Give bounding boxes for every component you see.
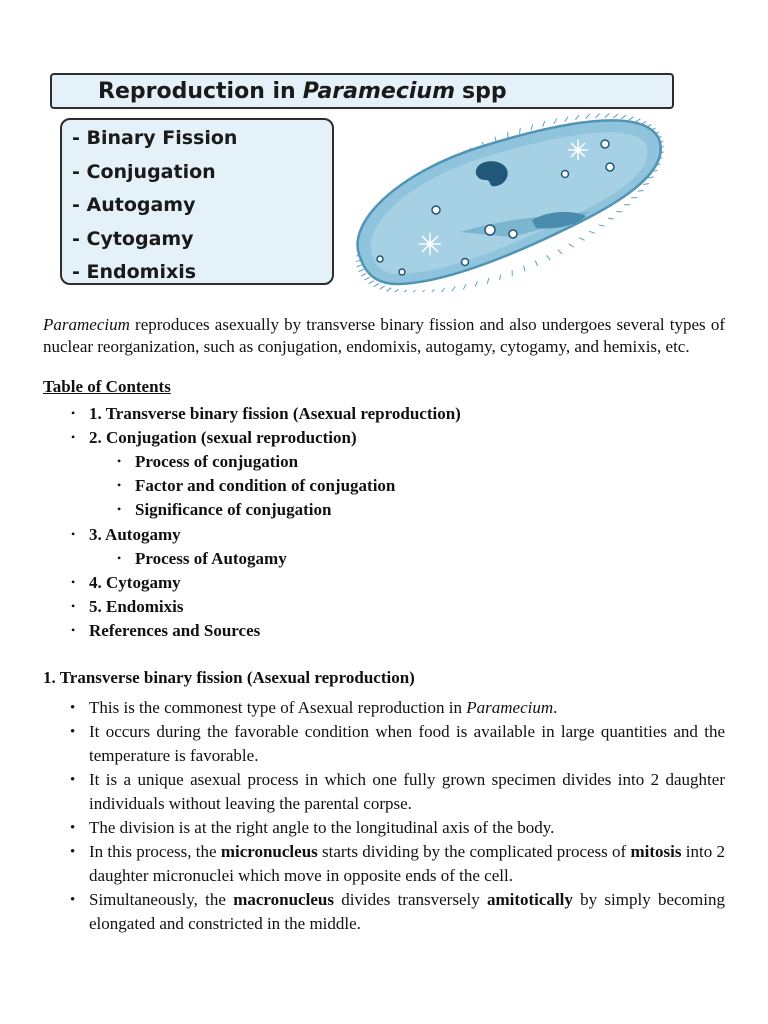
bullet-item: • It occurs during the favorable condition when food is available in large quantities and the temperature is favorable. xyxy=(89,720,725,768)
bullet-text: Simultaneously, the xyxy=(89,890,234,909)
cilium xyxy=(475,281,477,287)
cilium xyxy=(452,286,455,291)
paramecium-illustration xyxy=(340,112,670,292)
cilium xyxy=(500,274,501,280)
toc-link[interactable]: • 2. Conjugation (sexual reproduction) xyxy=(89,428,357,448)
method-item: - Conjugation xyxy=(72,160,216,183)
cilium xyxy=(487,278,489,284)
cilium xyxy=(394,289,399,292)
toc-sublink[interactable]: • Process of conjugation xyxy=(135,452,298,472)
cilium xyxy=(380,286,385,289)
cilium xyxy=(554,119,557,124)
toc-link[interactable]: • 1. Transverse binary fission (Asexual reproduction) xyxy=(89,404,461,424)
cilium xyxy=(629,117,634,120)
toc-sublink[interactable]: • Significance of conjugation xyxy=(135,500,331,520)
cilium xyxy=(643,184,649,185)
methods-list xyxy=(60,118,334,285)
contractile-vacuole-icon xyxy=(419,233,441,255)
cilium xyxy=(595,114,599,118)
cilium xyxy=(579,238,584,241)
bullet-bold: macronucleus xyxy=(233,890,334,909)
cilium xyxy=(463,284,466,289)
toc-sublink[interactable]: • Factor and condition of conjugation xyxy=(135,476,395,496)
banner-text-italic: Paramecium xyxy=(302,78,456,104)
cilium xyxy=(565,117,568,122)
bullet-item xyxy=(89,888,725,936)
cilium xyxy=(621,115,626,119)
cilium xyxy=(402,290,407,292)
bullet-item xyxy=(89,840,725,888)
cilium xyxy=(430,289,434,292)
method-item: - Endomixis xyxy=(72,261,197,284)
section-heading: 1. Transverse binary fission (Asexual reproduction) xyxy=(43,668,415,687)
cilium xyxy=(599,225,605,226)
bullet-bold: amitotically xyxy=(486,890,573,909)
method-item: - Autogamy xyxy=(72,194,196,217)
cilium xyxy=(613,114,618,118)
cilium xyxy=(364,277,369,280)
method-item: - Binary Fission xyxy=(72,127,238,149)
bullet-text: into 2 daughter micronuclei which move in opposite ends of the cell. xyxy=(89,842,725,885)
title-banner xyxy=(50,73,674,109)
cilium xyxy=(411,290,415,292)
cilium xyxy=(605,114,609,118)
toc-link[interactable]: • References and Sources xyxy=(89,621,260,641)
cilium xyxy=(547,255,550,260)
cilium xyxy=(535,261,537,266)
cilium xyxy=(374,284,379,287)
cilium xyxy=(531,124,533,130)
toc-link[interactable]: • 3. Autogamy xyxy=(89,525,181,545)
cilium xyxy=(569,244,574,247)
bullet-text: This is the commonest type of Asexual reproduction in xyxy=(89,698,467,717)
cilium xyxy=(420,290,424,292)
banner-text-post: spp xyxy=(462,78,507,104)
cilium xyxy=(575,115,579,120)
toc-link[interactable]: • 5. Endomixis xyxy=(89,597,183,617)
cilium xyxy=(357,265,363,267)
cilium xyxy=(369,281,374,284)
bullet-bold: micronucleus xyxy=(220,842,318,861)
cilium xyxy=(441,288,445,292)
intro-text: reproduces asexually by transverse binary fission and also undergoes several types of nuclear reorganization, such as conjugation, endomixis, autogamy, cytogamy, and hemixis, etc. xyxy=(43,315,725,356)
banner-text-pre: Reproduction in xyxy=(98,78,296,104)
bullet-text: by simply becoming elongated and constricted in the middle. xyxy=(89,890,725,933)
bullet-text: In this process, the xyxy=(89,842,221,861)
toc-title: Table of Contents xyxy=(43,377,171,396)
cilium xyxy=(635,119,640,122)
section-bullets xyxy=(89,696,725,936)
bullet-bold: mitosis xyxy=(630,842,682,861)
cilium xyxy=(520,128,521,134)
toc-sublink[interactable]: • Process of Autogamy xyxy=(135,549,287,569)
cilium xyxy=(589,231,595,233)
bullet-item: • It is a unique asexual process in which one fully grown specimen divides into 2 daughter individuals without leaving the parental corpse. xyxy=(89,768,725,816)
cilium xyxy=(608,218,614,219)
cilium xyxy=(361,273,366,276)
bullet-text: starts dividing by the complicated process of xyxy=(317,842,631,861)
method-item: - Cytogamy xyxy=(72,227,194,250)
bullet-item xyxy=(89,696,725,720)
toc-link[interactable]: • 4. Cytogamy xyxy=(89,573,181,593)
cilium xyxy=(586,114,590,118)
cilium xyxy=(543,121,545,127)
cilium xyxy=(524,266,525,272)
cilium xyxy=(558,250,562,254)
cilium xyxy=(638,191,644,192)
cilium xyxy=(386,288,391,291)
contractile-vacuole-icon xyxy=(568,140,588,160)
bullet-text: divides transversely xyxy=(333,890,487,909)
intro-paragraph xyxy=(43,314,725,357)
bullet-text: . xyxy=(553,698,558,717)
bullet-item: • The division is at the right angle to the longitudinal axis of the body. xyxy=(89,816,725,840)
intro-italic: Paramecium xyxy=(43,315,130,334)
cilium xyxy=(358,269,363,271)
bullet-italic: Paramecium xyxy=(466,698,554,717)
